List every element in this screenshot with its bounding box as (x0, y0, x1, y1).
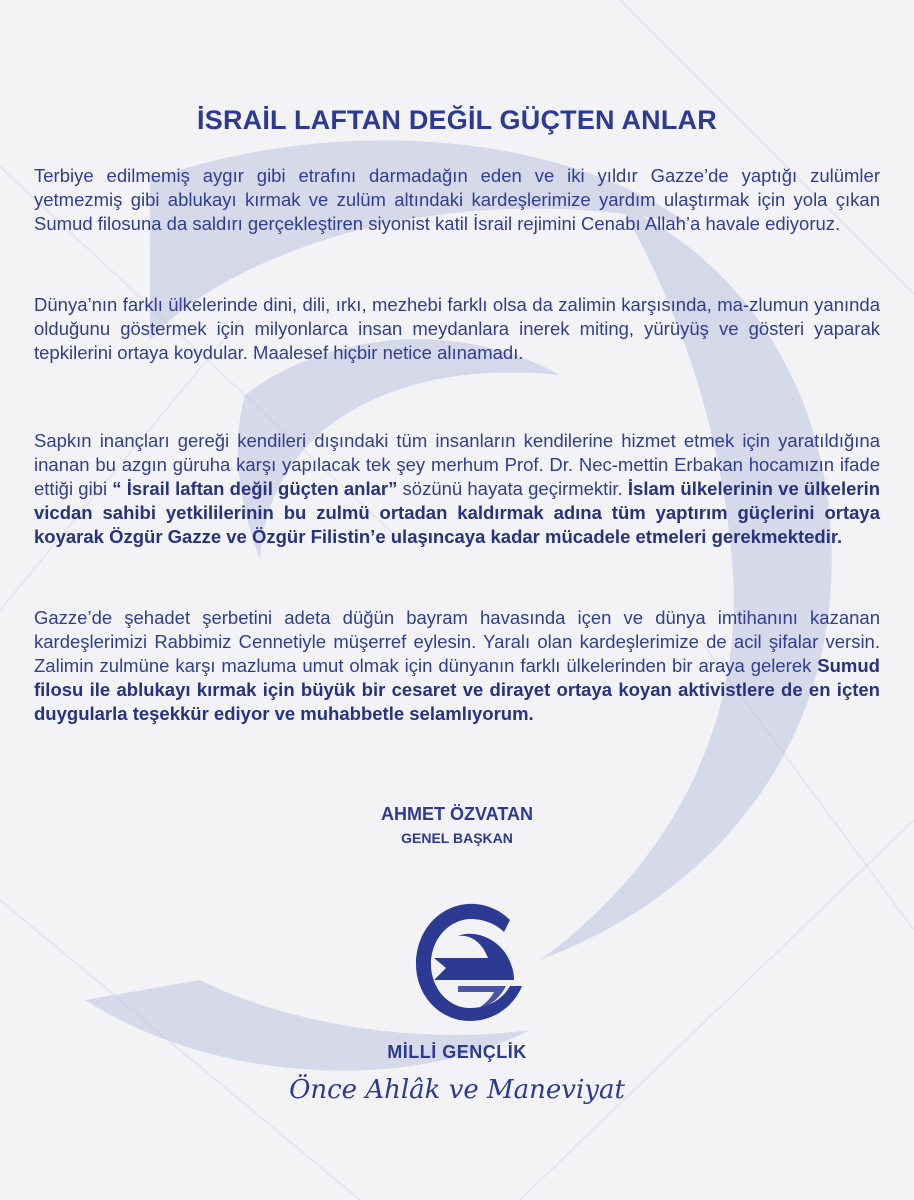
paragraph-4-text: Gazze’de şehadet şerbetini adeta düğün bayram havasında içen ve dünya imtihanını kazanan kardeşlerimizi Rabbimiz Cennetiyle müşerref eylesin. Yaralı olan kardeşlerimize de acil şifalar versin. Zalimin zulmüne karşı mazluma umut olmak için dünyanın farklı ülkelerinden bir araya gelerek (34, 607, 880, 676)
g-logo-icon (410, 900, 534, 1026)
brand-slogan: Önce Ahlâk ve Maneviyat (289, 1075, 625, 1105)
paragraph-1 (34, 164, 880, 236)
paragraph-3-quote: “ İsrail laftan değil güçten anlar” (112, 478, 398, 499)
document-title: İSRAİL LAFTAN DEĞİL GÜÇTEN ANLAR (197, 105, 717, 135)
paragraph-1-text: Terbiye edilmemiş aygır gibi etrafını darmadağın eden ve iki yıldır Gazze’de yaptığı zulümler yetmezmiş gibi ablukayı kırmak ve zulüm altındaki kardeşlerimize yardım ulaştırmak için yola çıkan Sumud filosuna da saldırı gerçekleştiren siyonist katil İsrail rejimini Cenabı Allah’a havale ediyoruz. (34, 165, 880, 234)
paragraph-2 (34, 293, 880, 365)
brand-name: MİLLİ GENÇLİK (387, 1042, 527, 1062)
paragraph-3-emphasis: İslam ülkelerinin ve ülkelerin vicdan sahibi yetkililerinin bu zulmü ortadan kaldırmak adına tüm yaptırım güçlerini ortaya koyarak Özgür Gazze ve Özgür Filistin’e ulaşıncaya kadar mücadele etmeleri gerekmektedir. (34, 478, 881, 547)
paragraph-3 (34, 429, 880, 549)
paragraph-3-text-a: Sapkın inançları gereği kendileri dışındaki tüm insanların kendilerine hizmet etmek için yaratıldığına inanan bu azgın güruha karşı yapılacak tek şey merhum Prof. Dr. Nec-mettin Erbakan hocamızın ifade ettiği gibi (34, 430, 880, 499)
paragraph-4 (34, 606, 880, 726)
signature-name: AHMET ÖZVATAN (381, 804, 533, 824)
paragraph-2-text: Dünya’nın farklı ülkelerinde dini, dili, ırkı, mezhebi farklı olsa da zalimin karşısında, ma-zlumun yanında olduğunu göstermek için milyonlarca insan meydanlara inerek miting, yürüyüş ve gösteri yaparak tepkilerini ortaya koydular. Maalesef hiçbir netice alınamadı. (34, 294, 880, 363)
paragraph-3-text-b: sözünü hayata geçirmektir. (397, 478, 628, 499)
signature-title: GENEL BAŞKAN (401, 830, 513, 846)
paragraph-4-emphasis: Sumud filosu ile ablukayı kırmak için büyük bir cesaret ve dirayet ortaya koyan aktivistlere de en içten duygularla teşekkür ediyor ve muhabbetle selamlıyorum. (34, 655, 880, 724)
